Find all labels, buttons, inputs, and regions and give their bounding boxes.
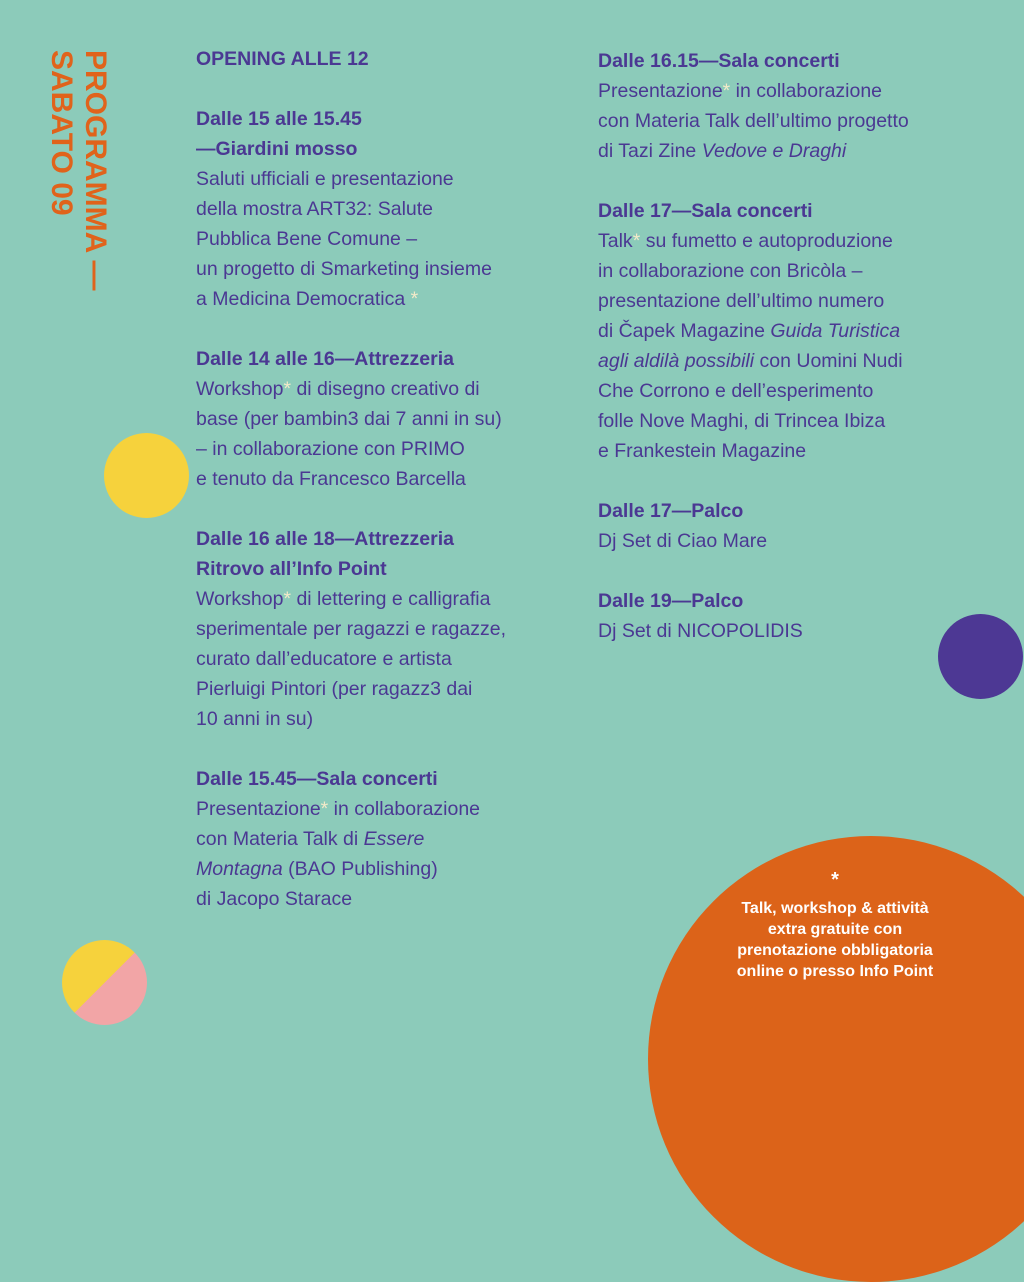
magazine-title: Guida Turistica	[770, 320, 901, 342]
description-text: di lettering e calligrafia	[291, 588, 491, 610]
event-time-venue: Dalle 19—Palco	[598, 590, 744, 612]
asterisk-mark: *	[722, 80, 731, 102]
description-text: (BAO Publishing)	[282, 858, 438, 880]
event-workshop-lettering	[196, 524, 581, 734]
event-time-venue: Dalle 17—Palco	[598, 500, 744, 522]
schedule-column-left	[196, 44, 581, 944]
description-text: in collaborazione	[730, 80, 883, 102]
title-line-2: SABATO 09	[45, 50, 78, 216]
event-description-line: curato dall’educatore e artista	[196, 648, 452, 670]
event-description-line	[196, 584, 581, 614]
event-time-venue: Dalle 16 alle 18—Attrezzeria	[196, 528, 454, 550]
vertical-title	[44, 50, 112, 291]
book-title: Essere	[363, 828, 425, 850]
event-description-line	[196, 284, 581, 314]
badge-line: prenotazione obbligatoria	[737, 942, 933, 959]
event-description-line: Dj Set di Ciao Mare	[598, 530, 768, 552]
event-time-venue: Dalle 15.45—Sala concerti	[196, 768, 438, 790]
description-text: di Tazi Zine	[598, 140, 702, 162]
description-text: su fumetto e autoproduzione	[640, 230, 893, 252]
event-description-line: sperimentale per ragazzi e ragazze,	[196, 618, 506, 640]
event-description-line: – in collaborazione con PRIMO	[196, 438, 465, 460]
schedule-column-right	[598, 46, 998, 676]
description-text: con Uomini Nudi	[754, 350, 903, 372]
event-description-line: base (per bambin3 dai 7 anni in su)	[196, 408, 502, 430]
event-vedove-draghi	[598, 46, 998, 166]
asterisk-icon: *	[831, 869, 839, 891]
asterisk-mark: *	[410, 288, 419, 310]
event-description-line: Che Corrono e dell’esperimento	[598, 380, 874, 402]
event-description-line: folle Nove Maghi, di Trincea Ibiza	[598, 410, 886, 432]
event-description-line: Dj Set di NICOPOLIDIS	[598, 620, 803, 642]
event-description-line: di Jacopo Starace	[196, 888, 353, 910]
description-text: Workshop	[196, 378, 284, 400]
asterisk-mark: *	[632, 230, 641, 252]
badge-line: online o presso Info Point	[736, 963, 934, 980]
split-circle-decoration	[62, 940, 147, 1025]
magazine-title: agli aldilà possibili	[598, 350, 755, 372]
description-text: Workshop	[196, 588, 284, 610]
book-title: Vedove e Draghi	[701, 140, 847, 162]
event-time-venue: Ritrovo all’Info Point	[196, 558, 387, 580]
event-time-venue: Dalle 14 alle 16—Attrezzeria	[196, 348, 454, 370]
yellow-circle-decoration	[104, 433, 189, 518]
event-description-line	[598, 76, 998, 106]
event-description-line: Pubblica Bene Comune –	[196, 228, 418, 250]
badge-line: extra gratuite con	[767, 921, 903, 938]
event-description-line	[196, 374, 581, 404]
event-description-line: Saluti ufficiali e presentazione	[196, 168, 454, 190]
book-title: Montagna	[196, 858, 283, 880]
event-giardini	[196, 104, 581, 314]
event-description-line	[196, 824, 581, 854]
event-description-line	[196, 794, 581, 824]
event-description-line	[598, 316, 998, 346]
info-badge-text	[700, 870, 970, 982]
description-text: di Čapek Magazine	[598, 320, 771, 342]
event-time-venue: —Giardini mosso	[196, 138, 358, 160]
asterisk-mark: *	[320, 798, 329, 820]
opening-heading: OPENING ALLE 12	[196, 48, 369, 70]
event-description-line	[598, 346, 998, 376]
event-time-venue: Dalle 15 alle 15.45	[196, 108, 362, 130]
event-talk-fumetto	[598, 196, 998, 466]
event-dj-ciao-mare	[598, 496, 998, 556]
badge-line: Talk, workshop & attività	[741, 900, 929, 917]
event-description-line: con Materia Talk dell’ultimo progetto	[598, 110, 909, 132]
description-text: di disegno creativo di	[291, 378, 480, 400]
asterisk-mark: *	[283, 378, 292, 400]
event-description-line: e Frankestein Magazine	[598, 440, 807, 462]
event-description-line: Pierluigi Pintori (per ragazz3 dai	[196, 678, 473, 700]
description-text: Presentazione	[598, 80, 723, 102]
event-description-line: un progetto di Smarketing insieme	[196, 258, 492, 280]
event-essere-montagna	[196, 764, 581, 914]
event-dj-nicopolidis	[598, 586, 998, 646]
event-time-venue: Dalle 16.15—Sala concerti	[598, 50, 840, 72]
event-workshop-disegno	[196, 344, 581, 494]
asterisk-mark: *	[283, 588, 292, 610]
event-description-line	[598, 136, 998, 166]
description-text: Talk	[598, 230, 633, 252]
title-line-1: PROGRAMMA —	[79, 50, 112, 291]
event-description-line: della mostra ART32: Salute	[196, 198, 434, 220]
event-time-venue: Dalle 17—Sala concerti	[598, 200, 813, 222]
event-description-line	[196, 854, 581, 884]
description-text: a Medicina Democratica	[196, 288, 411, 310]
description-text: con Materia Talk di	[196, 828, 364, 850]
event-description-line: in collaborazione con Bricòla –	[598, 260, 863, 282]
event-description-line: e tenuto da Francesco Barcella	[196, 468, 466, 490]
description-text: in collaborazione	[328, 798, 481, 820]
event-description-line	[598, 226, 998, 256]
event-description-line: 10 anni in su)	[196, 708, 314, 730]
event-description-line: presentazione dell’ultimo numero	[598, 290, 885, 312]
description-text: Presentazione	[196, 798, 321, 820]
